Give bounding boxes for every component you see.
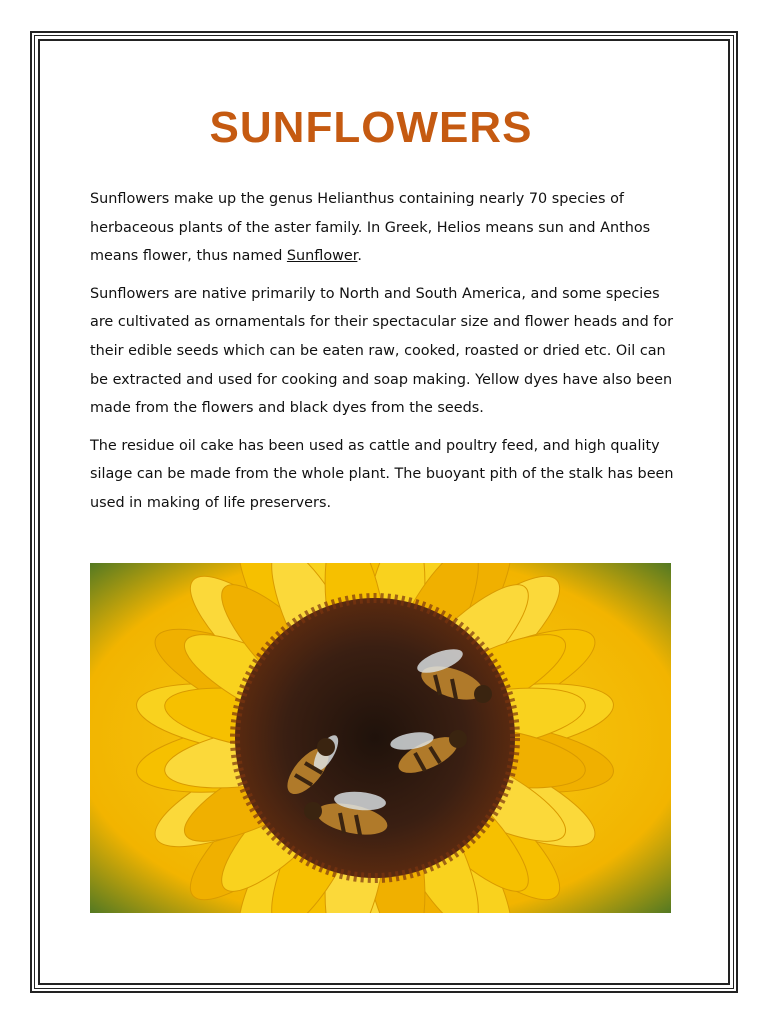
paragraph-2: Sunflowers are native primarily to North and South America, and some species are cultivated as ornamentals for their spectacular size and flower heads and for their edible seeds which can be eaten raw, cooked, roasted or dried etc. Oil can be extracted and used for cooking and soap making. Yellow dyes have also been made from the flowers and black dyes from the seeds. [90, 285, 674, 417]
document-body [90, 185, 680, 527]
paragraph-1-end: . [357, 248, 362, 265]
sunflower-photo [90, 563, 671, 913]
document-title: SUNFLOWERS [209, 103, 533, 152]
paragraph-1 [90, 185, 680, 271]
paragraph-1-text: Sunflowers make up the genus Helianthus containing nearly 70 species of herbaceous plants of the aster family. In Greek, Helios means sun and Anthos means flower, thus named [90, 191, 651, 265]
paragraph-3: The residue oil cake has been used as cattle and poultry feed, and high quality silage can be made from the whole plant. The buoyant pith of the stalk has been used in making of life preservers. [90, 437, 674, 511]
sunflower-link[interactable]: Sunflower [286, 248, 358, 265]
